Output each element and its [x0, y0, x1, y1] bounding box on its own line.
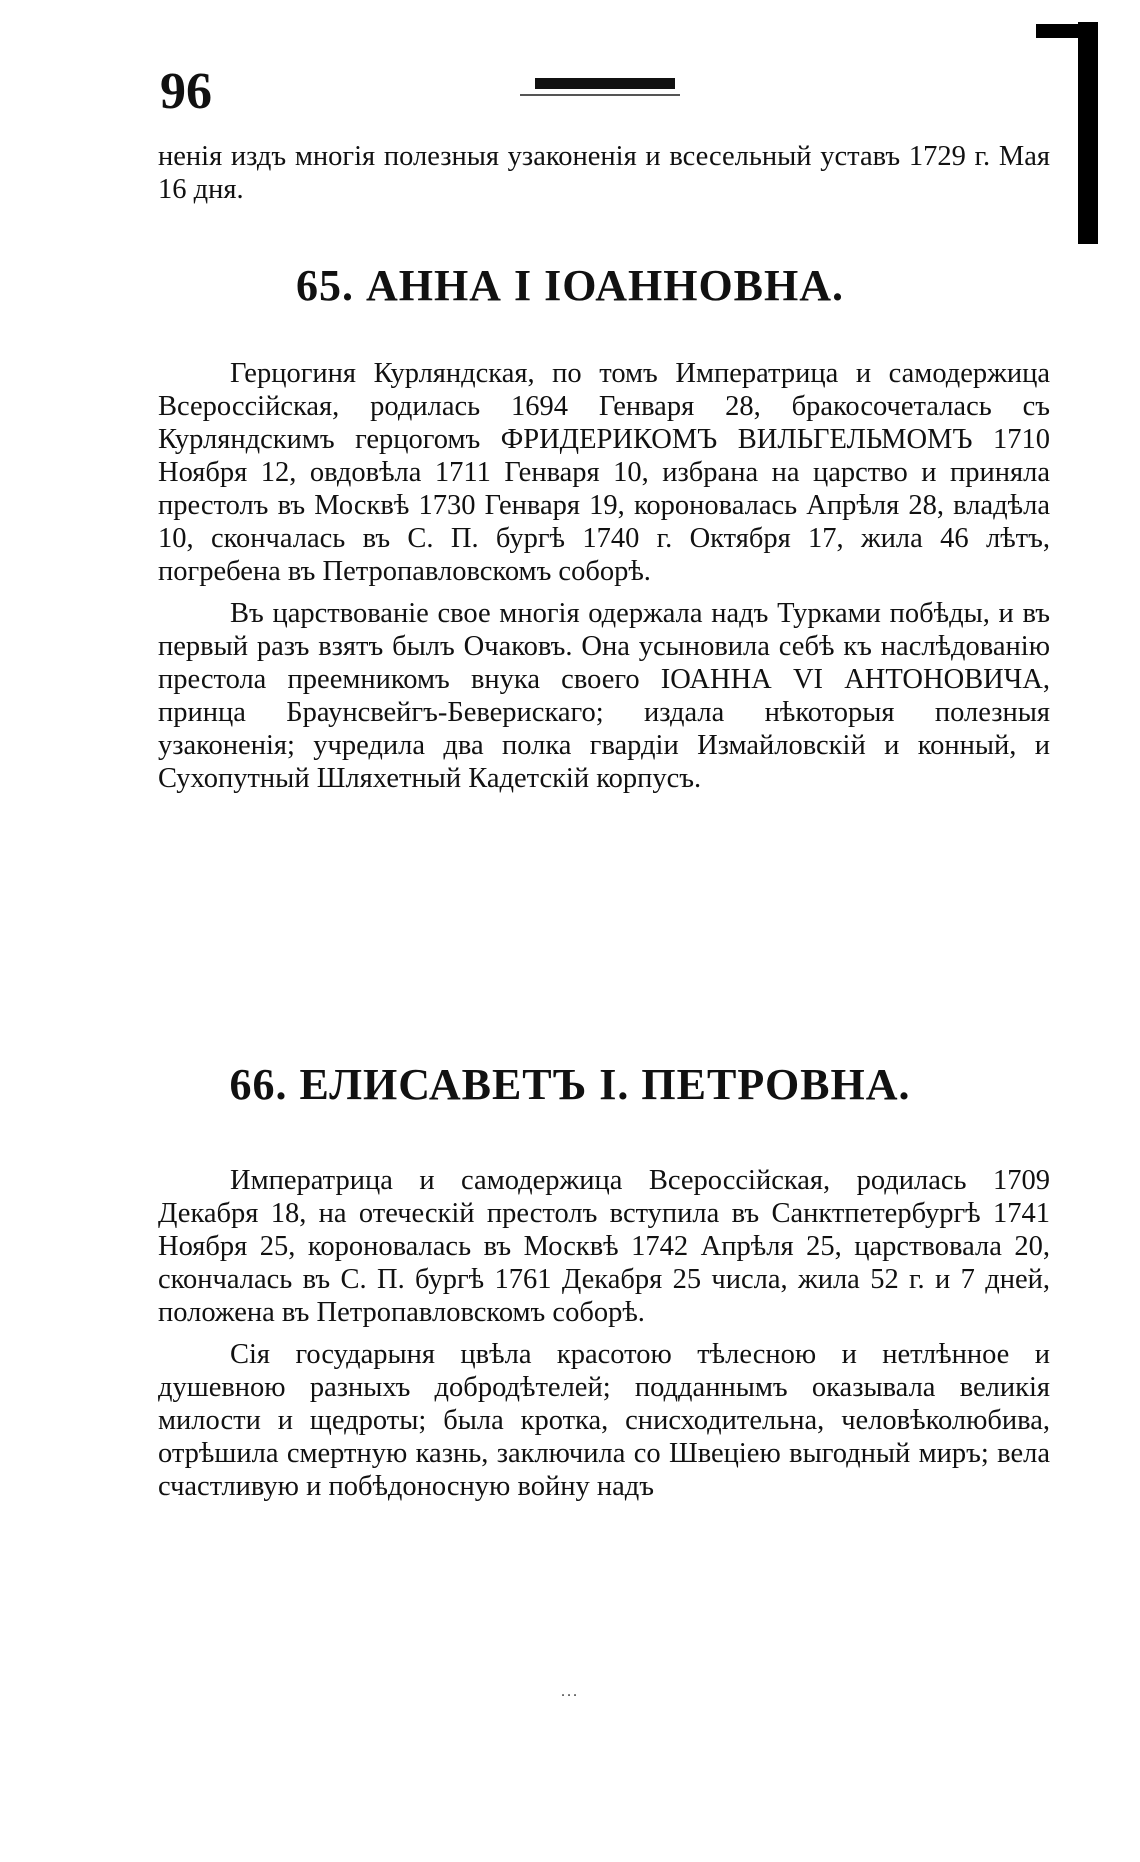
- section-heading-65: 65. АННА I ІОАННОВНА.: [295, 261, 845, 310]
- header-ornament: [535, 78, 675, 89]
- page-edge-shadow-top: [1036, 24, 1098, 38]
- paragraph: Въ царствованіе свое многія одержала надъ Турками побѣды, и въ первый разъ взятъ былъ Очаковъ. Она усыновила себѣ къ наслѣдованію престола преемникомъ внука своего ІОАННА VI АНТОНОВИЧА, принца Браунсвейгъ-Беверискаго; издала нѣкоторыя полезныя узаконенія; учредила два полка гвардіи Измайловскій и конный, и Сухопутный Шляхетный Кадетскій корпусъ.: [158, 598, 1050, 794]
- paragraph: Императрица и самодержица Всероссійская, родилась 1709 Декабря 18, на отеческій престолъ вступила въ Санктпетербургѣ 1741 Ноября 25, короновалась въ Москвѣ 1742 Апрѣля 25, царствовала 20, скончалась въ С. П. бургѣ 1761 Декабря 25 числа, жила 52 г. и 7 дней, положена въ Петропавловскомъ соборѣ.: [158, 1165, 1050, 1328]
- paragraph: Сія государыня цвѣла красотою тѣлесною и нетлѣнное и душевною разныхъ добродѣтелей; подданнымъ оказывала великія милости и щедроты; была кротка, снисходительна, человѣколюбива, отрѣшила смертную казнь, заключила со Швеціею выгодный миръ; вела счастливую и побѣдоносную войну надъ: [158, 1339, 1050, 1502]
- section-body-65: [158, 357, 1050, 795]
- section-heading-66: 66. ЕЛИСАВЕТЪ I. ПЕТРОВНА.: [229, 1060, 911, 1109]
- continuation-text: [158, 140, 1050, 206]
- paragraph: Герцогиня Курляндская, по томъ Императрица и самодержица Всероссійская, родилась 1694 Генваря 28, бракосочеталась съ Курляндскимъ герцогомъ ФРИДЕРИКОМЪ ВИЛЬГЕЛЬМОМЪ 1710 Ноября 12, овдовѣла 1711 Генваря 10, избрана на царство и приняла престолъ въ Москвѣ 1730 Генваря 19, короновалась Апрѣля 28, владѣла 10, скончалась въ С. П. бургѣ 1740 г. Октября 17, жила 46 лѣтъ, погребена въ Петропавловскомъ соборѣ.: [158, 358, 1050, 587]
- continuation-paragraph: ненія издъ многія полезныя узаконенія и всесельный уставъ 1729 г. Мая 16 дня.: [158, 141, 1050, 205]
- header-ornament-line: [520, 94, 680, 96]
- section-body-66: [158, 1164, 1050, 1503]
- page-number: 96: [160, 63, 212, 120]
- page-edge-shadow: [1078, 22, 1098, 244]
- bleed-through-mark: ˙˙˙: [560, 1690, 578, 1710]
